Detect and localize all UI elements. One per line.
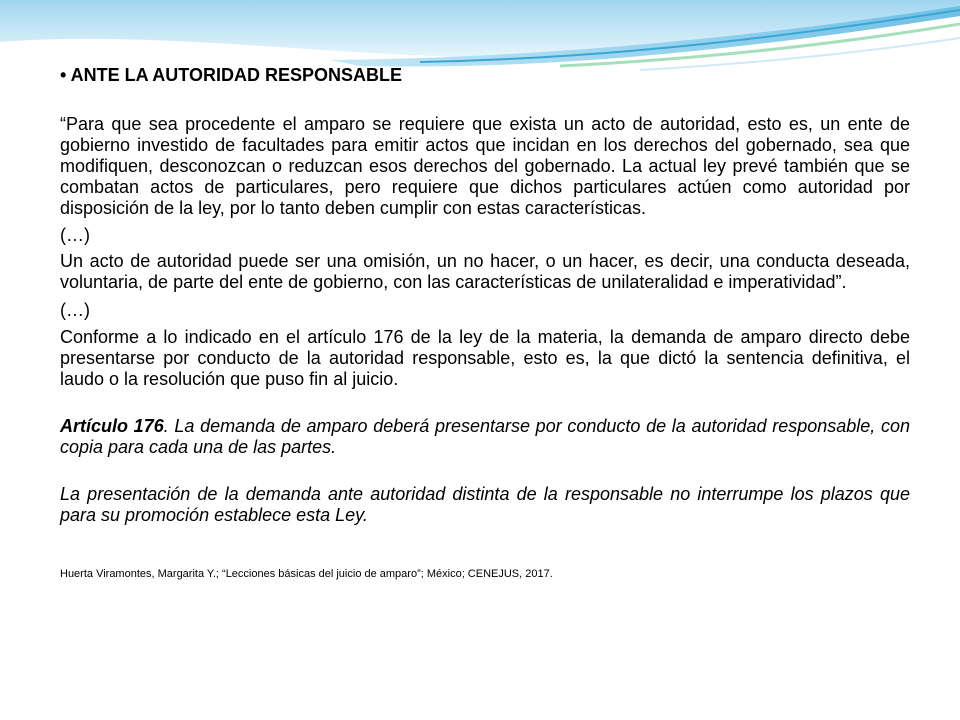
article-text: . La demanda de amparo deberá presentarse por conducto de la autoridad responsable, con copia para cada una de las partes. <box>60 416 910 457</box>
ellipsis-1: (…) <box>60 225 90 245</box>
explanation-paragraph: Conforme a lo indicado en el artículo 176 de la ley de la materia, la demanda de amparo directo debe presentarse por conducto de la autoridad responsable, esto es, la que dictó la sentencia definitiva, el laudo o la resolución que puso fin al juicio. <box>60 327 910 389</box>
slide-content <box>60 64 910 592</box>
ellipsis-2: (…) <box>60 300 90 320</box>
article-176-paragraph <box>60 416 910 458</box>
citation: Huerta Viramontes, Margarita Y.; “Lecciones básicas del juicio de amparo”; México; CENEJUS, 2017. <box>60 568 553 580</box>
quote-paragraph-1: “Para que sea procedente el amparo se requiere que exista un acto de autoridad, esto es, un ente de gobierno investido de facultades para emitir actos que incidan en los derechos del gobernado, sea que modifiquen, desconozcan o reduzcan esos derechos del gobernado. La actual ley prevé también que se combatan actos de particulares, pero requiere que dichos particulares actúen como autoridad por disposición de la ley, por lo tanto deben cumplir con estas características. <box>60 114 910 218</box>
section-heading: • ANTE LA AUTORIDAD RESPONSABLE <box>60 65 402 85</box>
quote-paragraph-2: Un acto de autoridad puede ser una omisión, un no hacer, o un hacer, es decir, una conducta deseada, voluntaria, de parte del ente de gobierno, con las características de unilateralidad e imperatividad”. <box>60 251 910 292</box>
article-176-paragraph-2: La presentación de la demanda ante autoridad distinta de la responsable no interrumpe los plazos que para su promoción establece esta Ley. <box>60 484 910 525</box>
article-label: Artículo 176 <box>60 416 164 436</box>
